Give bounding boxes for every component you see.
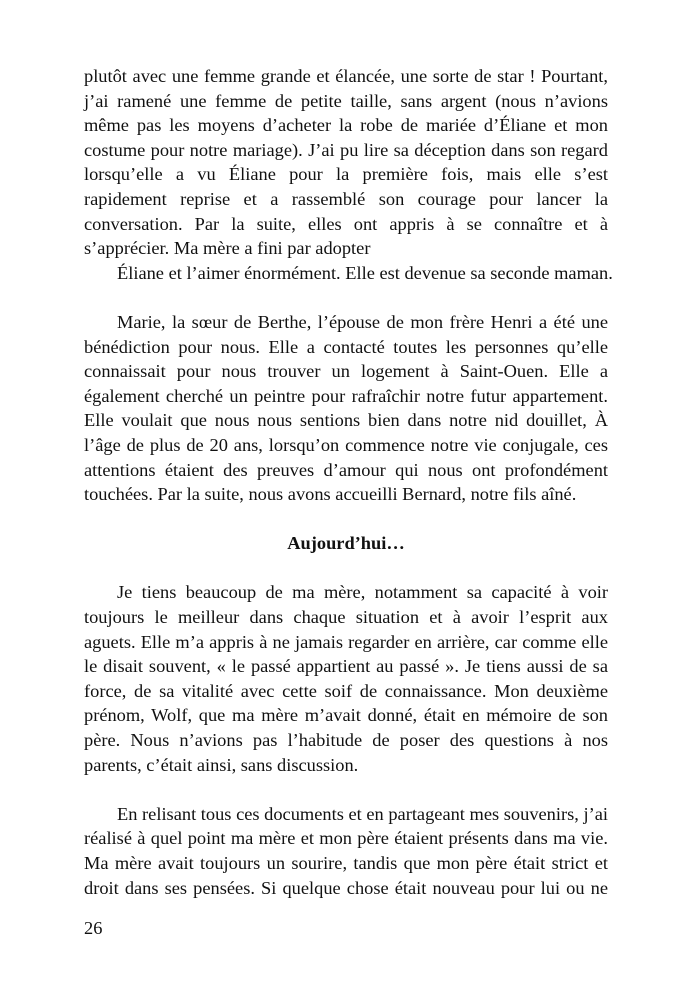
text-line: l’âge de plus de 20 ans, lorsqu’on commence notre vie conjugale, ces — [84, 434, 608, 455]
paragraph — [84, 261, 613, 286]
text-line: Éliane et l’aimer énormément. Elle est devenue sa seconde maman. — [117, 262, 613, 283]
text-line: j’ai ramené une femme de petite taille, sans argent (nous n’avions — [84, 90, 608, 111]
paragraph-gap — [84, 285, 608, 310]
text-line: rapidement reprise et a rassemblé son courage pour lancer la — [84, 188, 608, 209]
paragraph — [84, 310, 608, 507]
text-line: toujours le meilleur dans chaque situation et à avoir l’esprit aux — [84, 607, 608, 628]
paragraph — [84, 580, 608, 777]
text-line: le disait souvent, « le passé appartient au passé ». Je tiens aussi de sa — [84, 656, 608, 677]
paragraph-gap — [84, 507, 608, 532]
page-number: 26 — [84, 918, 103, 938]
text-line: bénédiction pour nous. Elle a contacté toutes les personnes qu’elle — [84, 336, 608, 357]
text-line: touchées. Par la suite, nous avons accueilli Bernard, notre fils aîné. — [84, 484, 577, 505]
text-line: connaissait pour nous trouver un logement à Saint-Ouen. Elle a — [84, 361, 608, 382]
text-line: Elle voulait que nous nous sentions bien dans notre nid douillet, À — [84, 410, 608, 431]
text-line: réalisé à quel point ma mère et mon père étaient présents dans ma vie. — [84, 828, 608, 849]
text-line: force, de sa vitalité avec cette soif de connaissance. Mon deuxième — [84, 680, 608, 701]
paragraph-gap — [84, 556, 608, 581]
text-line: conversation. Par la suite, elles ont appris à se connaître et à — [84, 213, 608, 234]
book-page — [84, 64, 613, 900]
text-line: Je tiens beaucoup de ma mère, notamment sa capacité à voir — [117, 582, 608, 603]
text-line: droit dans ses pensées. Si quelque chose était nouveau pour lui ou ne — [84, 877, 608, 898]
text-line: Ma mère avait toujours un sourire, tandis que mon père était strict et — [84, 853, 608, 873]
text-line: Marie, la sœur de Berthe, l’épouse de mon frère Henri a été une — [117, 311, 608, 332]
paragraph-gap — [84, 777, 608, 802]
text-line: En relisant tous ces documents et en partageant mes souvenirs, j’ai — [117, 803, 608, 824]
text-line: même pas les moyens d’acheter la robe de mariée d’Éliane et mon — [84, 115, 608, 136]
text-line: aguets. Elle m’a appris à ne jamais regarder en arrière, car comme elle — [84, 631, 608, 652]
text-line: costume pour notre mariage). J’ai pu lire sa déception dans son regard — [84, 139, 608, 160]
paragraph — [84, 64, 608, 261]
section-heading: Aujourd’hui… — [287, 533, 405, 554]
text-line: lorsqu’elle a vu Éliane pour la première fois, mais elle s’est — [84, 164, 608, 185]
text-line: également cherché un peintre pour rafraîchir notre futur appartement. — [84, 385, 608, 406]
text-line: parents, c’était ainsi, sans discussion. — [84, 754, 359, 775]
paragraph — [84, 802, 608, 900]
text-line: attentions étaient des preuves d’amour qui nous ont profondément — [84, 459, 608, 480]
text-line: plutôt avec une femme grande et élancée, une sorte de star ! Pourtant, — [84, 66, 608, 86]
text-line: prénom, Wolf, que ma mère m’avait donné, était en mémoire de son — [84, 705, 608, 726]
text-line: père. Nous n’avions pas l’habitude de poser des questions à nos — [84, 730, 608, 751]
text-line: s’apprécier. Ma mère a fini par adopter — [84, 238, 371, 259]
